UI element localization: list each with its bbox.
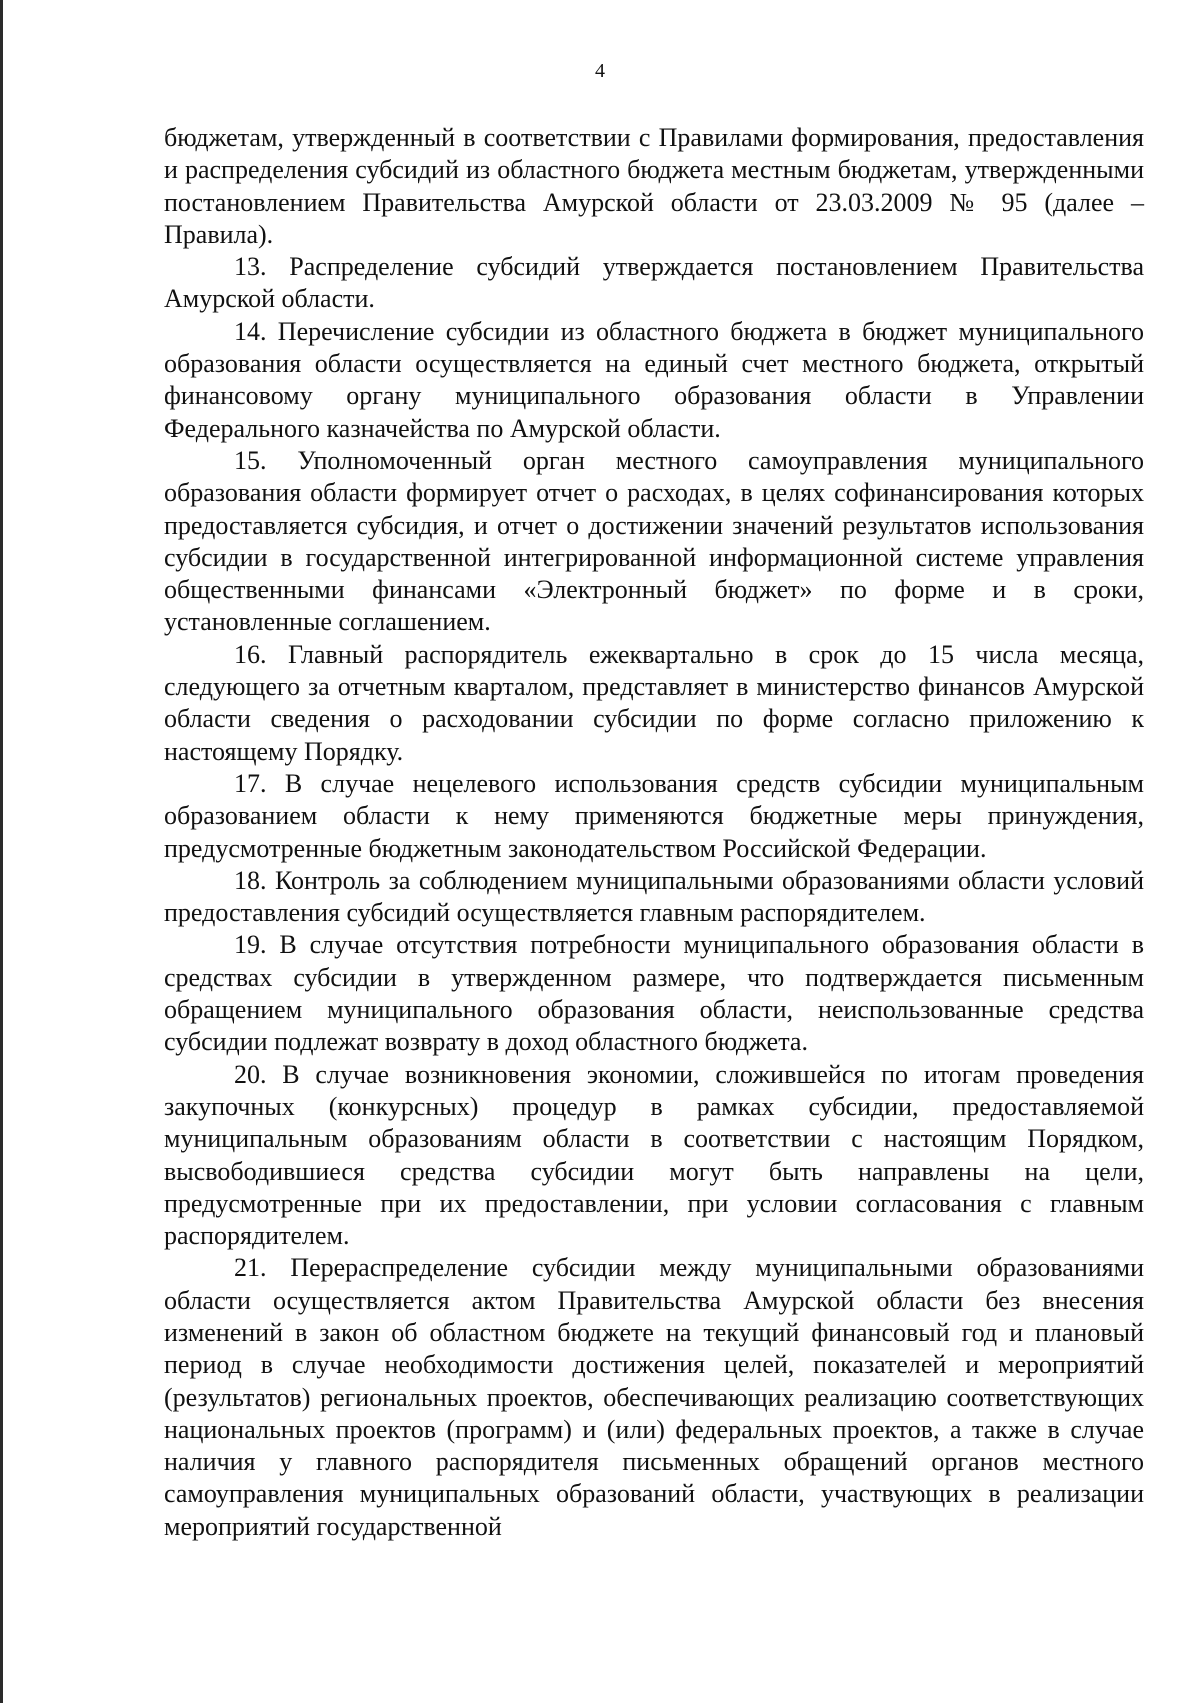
document-body	[164, 122, 1144, 1543]
paragraph-15: 15. Уполномоченный орган местного самоуправления муниципального образования области формирует отчет о расходах, в целях софинансирования которых предоставляется субсидия, и отчет о достижении значений результатов использования субсидии в государственной интегрированной информационной системе управления общественными финансами «Электронный бюджет» по форме и в сроки, установленные соглашением.	[164, 445, 1144, 637]
paragraph-14: 14. Перечисление субсидии из областного бюджета в бюджет муниципального образования области осуществляется на единый счет местного бюджета, открытый финансовому органу муниципального образования области в Управлении Федерального казначейства по Амурской области.	[164, 316, 1144, 443]
paragraph-16: 16. Главный распорядитель ежеквартально в срок до 15 числа месяца, следующего за отчетным кварталом, представляет в министерство финансов Амурской области сведения о расходовании субсидии по форме согласно приложению к настоящему Порядку.	[164, 639, 1144, 766]
paragraph-21: 21. Перераспределение субсидии между муниципальными образованиями области осуществляется актом Правительства Амурской области без внесения изменений в закон об областном бюджете на текущий финансовый год и плановый период в случае необходимости достижения целей, показателей и мероприятий (результатов) региональных проектов, обеспечивающих реализацию соответствующих национальных проектов (программ) и (или) федеральных проектов, а также в случае наличия у главного распорядителя письменных обращений органов местного самоуправления муниципальных образований области, участвующих в реализации мероприятий государственной	[164, 1253, 1144, 1541]
paragraph-17: 17. В случае нецелевого использования средств субсидии муниципальным образованием области к нему применяются бюджетные меры принуждения, предусмотренные бюджетным законодательством Российской Федерации.	[164, 768, 1144, 863]
paragraph-18: 18. Контроль за соблюдением муниципальными образованиями области условий предоставления субсидий осуществляется главным распорядителем.	[164, 865, 1144, 928]
scan-edge-line	[0, 0, 3, 1703]
paragraph-continuation: бюджетам, утвержденный в соответствии с Правилами формирования, предоставления и распределения субсидий из областного бюджета местным бюджетам, утвержденными постановлением Правительства Амурской области от 23.03.2009 № 95 (далее – Правила).	[164, 123, 1144, 249]
page-number: 4	[595, 60, 605, 82]
paragraph-20: 20. В случае возникновения экономии, сложившейся по итогам проведения закупочных (конкурсных) процедур в рамках субсидии, предоставляемой муниципальным образованиям области в соответствии с настоящим Порядком, высвободившиеся средства субсидии могут быть направлены на цели, предусмотренные при их предоставлении, при условии согласования с главным распорядителем.	[164, 1059, 1144, 1251]
paragraph-19: 19. В случае отсутствия потребности муниципального образования области в средствах субсидии в утвержденном размере, что подтверждается письменным обращением муниципального образования области, неиспользованные средства субсидии подлежат возврату в доход областного бюджета.	[164, 930, 1144, 1057]
paragraph-13: 13. Распределение субсидий утверждается постановлением Правительства Амурской области.	[164, 252, 1144, 314]
